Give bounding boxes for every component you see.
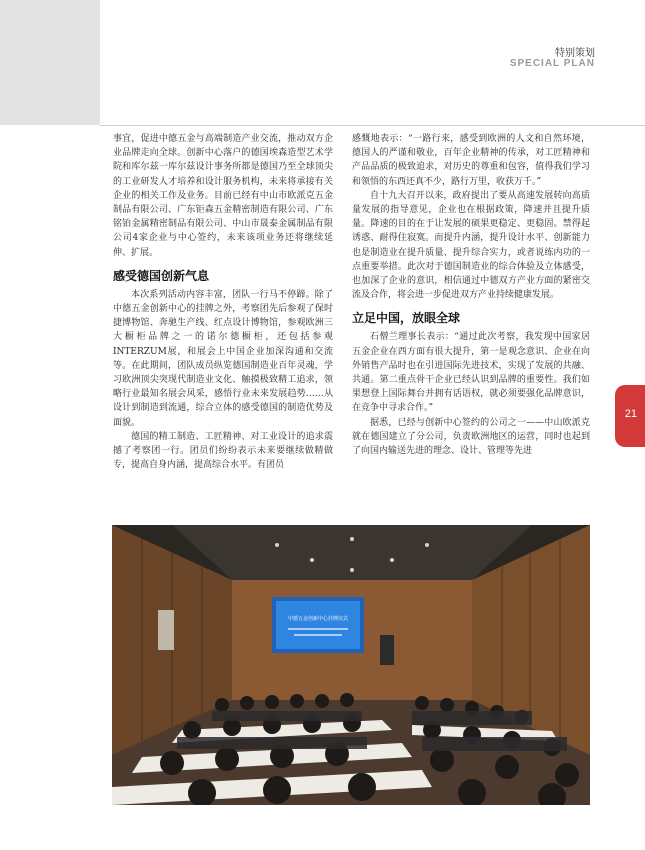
right-paragraph-3: 石僧兰理事长表示：“通过此次考察，我发现中国家居五金企业在西方面有很大提升，第一是观念意识、企业在向外销售产品时也在引进国际先进技术，实现了发展的共融、共通。第二重点骨干企业已经认识到品牌的重要性。我们如果想登上国际舞台并拥有话语权，就必须要强化品牌意识，在竞争中寻求合作。” bbox=[352, 332, 590, 414]
left-paragraph-3: 德国的精工制造、工匠精神、对工业设计的追求震撼了考察团一行。团员们纷纷表示未来要继续做精做专，提高自身内涵，提高综合水平。有团员 bbox=[113, 431, 333, 471]
header-rule bbox=[100, 125, 645, 126]
left-paragraph-1: 事宜，促进中德五金与高端制造产业交流，推动双方企业品牌走向全球。创新中心落户的德国埃森造型艺术学院和库尔兹一库尔兹设计事务所都是德国乃至全球顶尖的工业研发人才培养和设计服务机构，未来将承接有关企业的相关工作及业务。目前已经有中山市欧派克五金制品有限公司、广东钜森五金精密制造有限公司、广东铭铂金属精密制品有限公司、中山市晟泰金属制品有限公司4家企业与中心签约，未来该项业务还将继续延伸、扩展。 bbox=[113, 134, 333, 258]
conference-room-illustration bbox=[112, 525, 590, 805]
page-number: 21 bbox=[624, 408, 637, 420]
right-paragraph-2: 自十九大召开以来，政府提出了要从高速发展转向高质量发展的指导意见，企业也在根据政策，降速并且提升质量。降速的目的在于让发展的硕果更稳定、更稳固。禁得起诱惑、耐得住寂寞。而提升内涵，提升设计水平、创新能力也是制造业在提升质量、提升综合实力，或者说练内功的一点重要举措。此次对于德国制造业的综合体验及立体感受，也加深了企业的意识，相信通过中德双方产业方面的紧密交流及合作，将会进一步促进双方产业持续健康发展。 bbox=[352, 190, 590, 301]
conference-photo bbox=[112, 525, 590, 805]
screen-title: 中德五金创新中心挂牌仪式 bbox=[287, 616, 349, 622]
section-title-en: SPECIAL PLAN bbox=[509, 58, 595, 69]
left-heading: 感受德国创新气息 bbox=[113, 268, 210, 283]
right-column bbox=[352, 132, 590, 458]
left-column bbox=[113, 132, 333, 472]
section-title-cn: 特别策划 bbox=[555, 48, 595, 59]
left-paragraph-2: 本次系列活动内容丰富，团队一行马不停蹄。除了中德五金创新中心的挂牌之外，考察团先后参观了保时捷博物馆、奔驰生产线、红点设计博物馆，参观欧洲三大橱柜品牌之一的诺尔德橱柜，还包括参观INTERZUM展，和展会上中国企业加深沟通和交流等。在此期间，团队成员纵览德国制造业百年灵魂，学习欧洲顶尖突现代制造业文化、触摸极致精工追求，领略行业最知名展会风采，感悟行业未来发展趋势……从设计到制造到流通，综合立体的感受德国的制造优势及面貌。 bbox=[113, 289, 333, 428]
header-gray-band bbox=[0, 0, 100, 125]
right-heading: 立足中国，放眼全球 bbox=[352, 311, 461, 326]
right-paragraph-4: 据悉，已经与创新中心签约的公司之一——中山欧派克就在德国建立了分公司，负责欧洲地区的运营，同时也起到了向国内输送先进的理念、设计、管理等先进 bbox=[352, 417, 590, 457]
right-paragraph-1: 感慨地表示：“一路行来，感受到欧洲的人文和自然环境，德国人的严谨和敬业，百年企业精神的传承，对工匠精神和产品品质的极致追求，对历史的尊重和包容，值得我们学习和领悟的东西还真不少，路行万里，收获万千。” bbox=[352, 134, 590, 187]
